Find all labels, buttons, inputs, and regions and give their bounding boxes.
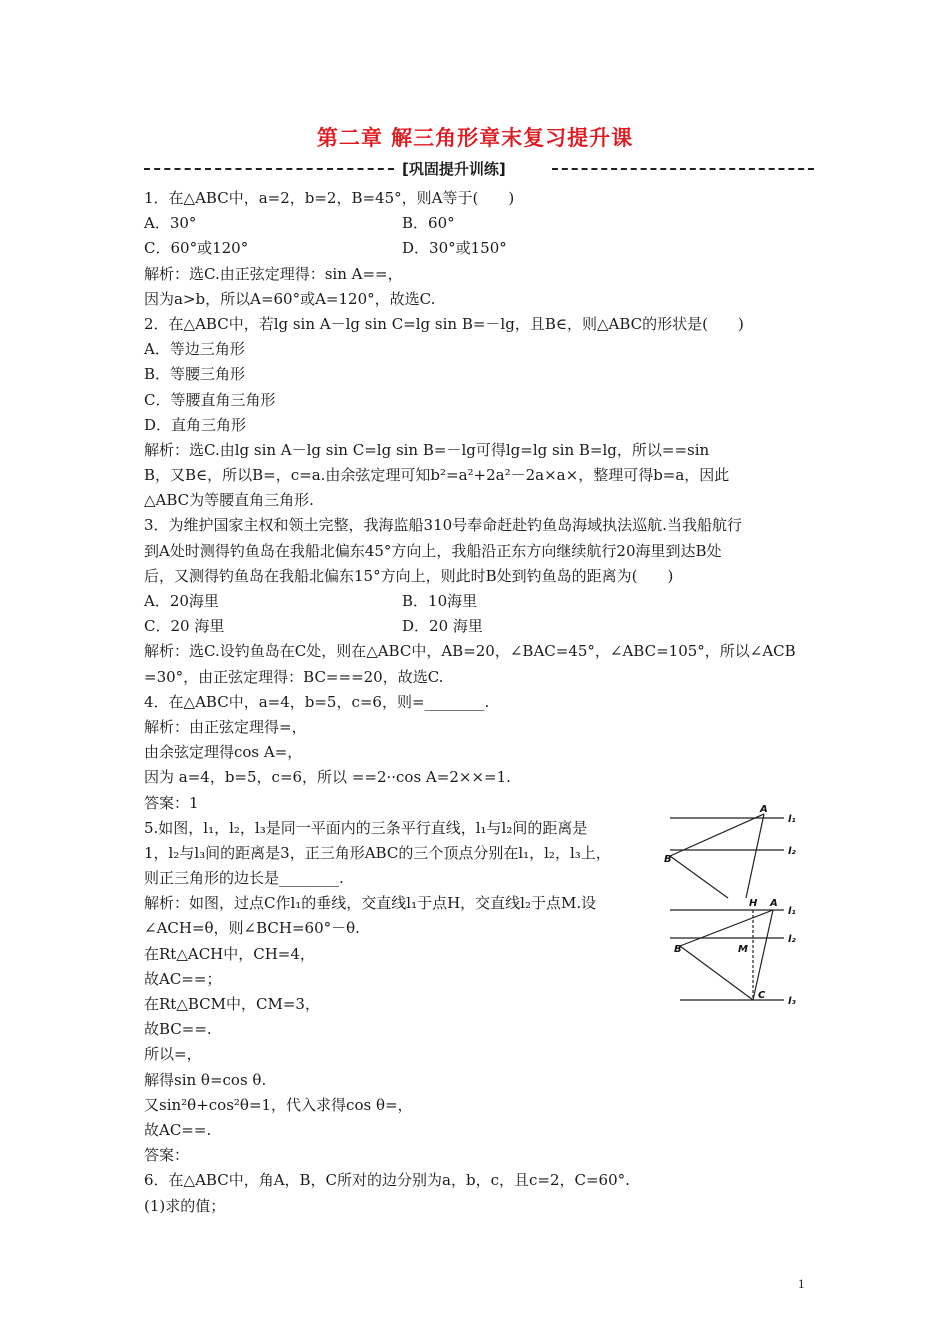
- fig-label-l3: l₃: [788, 996, 796, 1007]
- text-line: 解析：如图，过点C作l₁的垂线，交直线l₁于点H，交直线l₂于点M.设: [144, 894, 597, 913]
- text-line: 后，又测得钓鱼岛在我船北偏东15°方向上，则此时B处到钓鱼岛的距离为( ): [144, 566, 674, 585]
- fig-label-b-b: B: [674, 944, 682, 955]
- text-line: 因为a>b，所以A=60°或A=120°，故选C.: [144, 289, 436, 308]
- text-line: 则正三角形的边长是________.: [144, 869, 344, 888]
- geometry-figure: [660, 800, 810, 1010]
- option-c: C．20 海里: [144, 617, 225, 636]
- section-label: [巩固提升训练]: [402, 160, 506, 178]
- text-line: 解析：由正弦定理得=，: [144, 717, 307, 736]
- text-line: 1．在△ABC中，a=2，b=2，B=45°，则A等于( ): [144, 189, 515, 207]
- text-line: 5.如图，l₁，l₂，l₃是同一平面内的三条平行直线，l₁与l₂间的距离是: [144, 818, 588, 837]
- option-a: A．30°: [144, 214, 197, 233]
- text-line: D．直角三角形: [144, 415, 247, 434]
- text-line: 故AC==；: [144, 969, 222, 988]
- option-row: [144, 614, 812, 639]
- document-body: [144, 186, 812, 1219]
- fig-label-m: M: [738, 944, 748, 955]
- option-row: [144, 589, 812, 614]
- option-d: D．20 海里: [402, 617, 483, 636]
- fig-label-a: A: [760, 804, 768, 815]
- page-title: 第二章 解三角形章末复习提升课: [316, 125, 634, 150]
- section-divider: [144, 158, 814, 180]
- text-line: 故AC==.: [144, 1120, 212, 1139]
- option-a: A．20海里: [144, 592, 219, 610]
- text-line: 答案：1: [144, 793, 199, 812]
- text-line: 1，l₂与l₃间的距离是3，正三角形ABC的三个顶点分别在l₁，l₂，l₃上，: [144, 843, 611, 862]
- text-line: 解析：选C.由正弦定理得：sin A==，: [144, 264, 403, 283]
- text-line: 解得sin θ=cos θ.: [144, 1070, 267, 1089]
- text-line: ∠ACH=θ，则∠BCH=60°－θ.: [144, 919, 360, 938]
- option-row: [144, 236, 812, 261]
- fig-label-l2-b: l₂: [788, 934, 796, 945]
- fig-label-c: C: [758, 990, 766, 1001]
- text-line: 又sin²θ+cos²θ=1，代入求得cos θ=，: [144, 1095, 413, 1114]
- text-line: 4．在△ABC中，a=4，b=5，c=6，则=________.: [144, 692, 490, 711]
- text-line: 3．为维护国家主权和领土完整，我海监船310号奉命赶赴钓鱼岛海域执法巡航.当我船航行: [144, 516, 742, 535]
- text-line: 因为 a=4，b=5，c=6，所以 ==2··cos A=2××=1.: [144, 768, 511, 787]
- option-b: B．60°: [402, 214, 455, 233]
- figure-edge-bc: [670, 856, 728, 898]
- text-line: C．等腰直角三角形: [144, 390, 276, 409]
- text-line: 故BC==.: [144, 1020, 212, 1039]
- text-line: (1)求的值；: [144, 1196, 226, 1215]
- text-line: 解析：选C.由lg sin A－lg sin C=lg sin B=－lg可得lg=lg sin B=lg，所以==sin: [144, 440, 710, 459]
- text-line: 所以=，: [144, 1045, 202, 1064]
- fig-label-h: H: [749, 898, 758, 909]
- text-line: 解析：选C.设钓鱼岛在C处，则在△ABC中，AB=20，∠BAC=45°，∠ABC=105°，所以∠ACB: [144, 642, 796, 661]
- figure-edge-ac-b: [753, 910, 773, 1000]
- text-line: 2．在△ABC中，若lg sin A－lg sin C=lg sin B=－lg，且B∈，则△ABC的形状是( ): [144, 314, 744, 333]
- text-line: 到A处时测得钓鱼岛在我船北偏东45°方向上，我船沿正东方向继续航行20海里到达B处: [144, 541, 722, 560]
- divider-dash-left: [144, 168, 394, 170]
- text-line: =30°，由正弦定理得：BC===20，故选C.: [144, 667, 444, 686]
- text-line: 答案：: [144, 1146, 190, 1165]
- divider-dash-right: [552, 168, 814, 170]
- fig-label-l1: l₁: [788, 814, 796, 825]
- option-c: C．60°或120°: [144, 239, 249, 258]
- text-line: 6．在△ABC中，角A，B，C所对的边分别为a，b，c，且c=2，C=60°.: [144, 1171, 630, 1190]
- figure-edge-ac: [746, 814, 764, 898]
- fig-label-a-b: A: [770, 898, 778, 909]
- text-line: B．等腰三角形: [144, 365, 246, 384]
- fig-label-l1-b: l₁: [788, 906, 796, 917]
- text-line: A．等边三角形: [144, 340, 245, 359]
- text-line: 由余弦定理得cos A=，: [144, 743, 303, 762]
- fig-label-l2: l₂: [788, 846, 796, 857]
- option-d: D．30°或150°: [402, 239, 507, 258]
- text-line: 在Rt△BCM中，CM=3，: [144, 995, 320, 1013]
- text-line: △ABC为等腰直角三角形.: [144, 491, 314, 510]
- figure-edge-ba-b: [680, 910, 773, 946]
- option-b: B．10海里: [402, 592, 478, 610]
- text-line: B，又B∈，所以B=，c=a.由余弦定理可知b²=a²+2a²－2a×a×，整理可得b=a，因此: [144, 466, 730, 485]
- text-line: 在Rt△ACH中，CH=4，: [144, 944, 315, 963]
- page-number: 1: [798, 1276, 805, 1291]
- option-row: [144, 211, 812, 236]
- fig-label-b: B: [664, 854, 672, 865]
